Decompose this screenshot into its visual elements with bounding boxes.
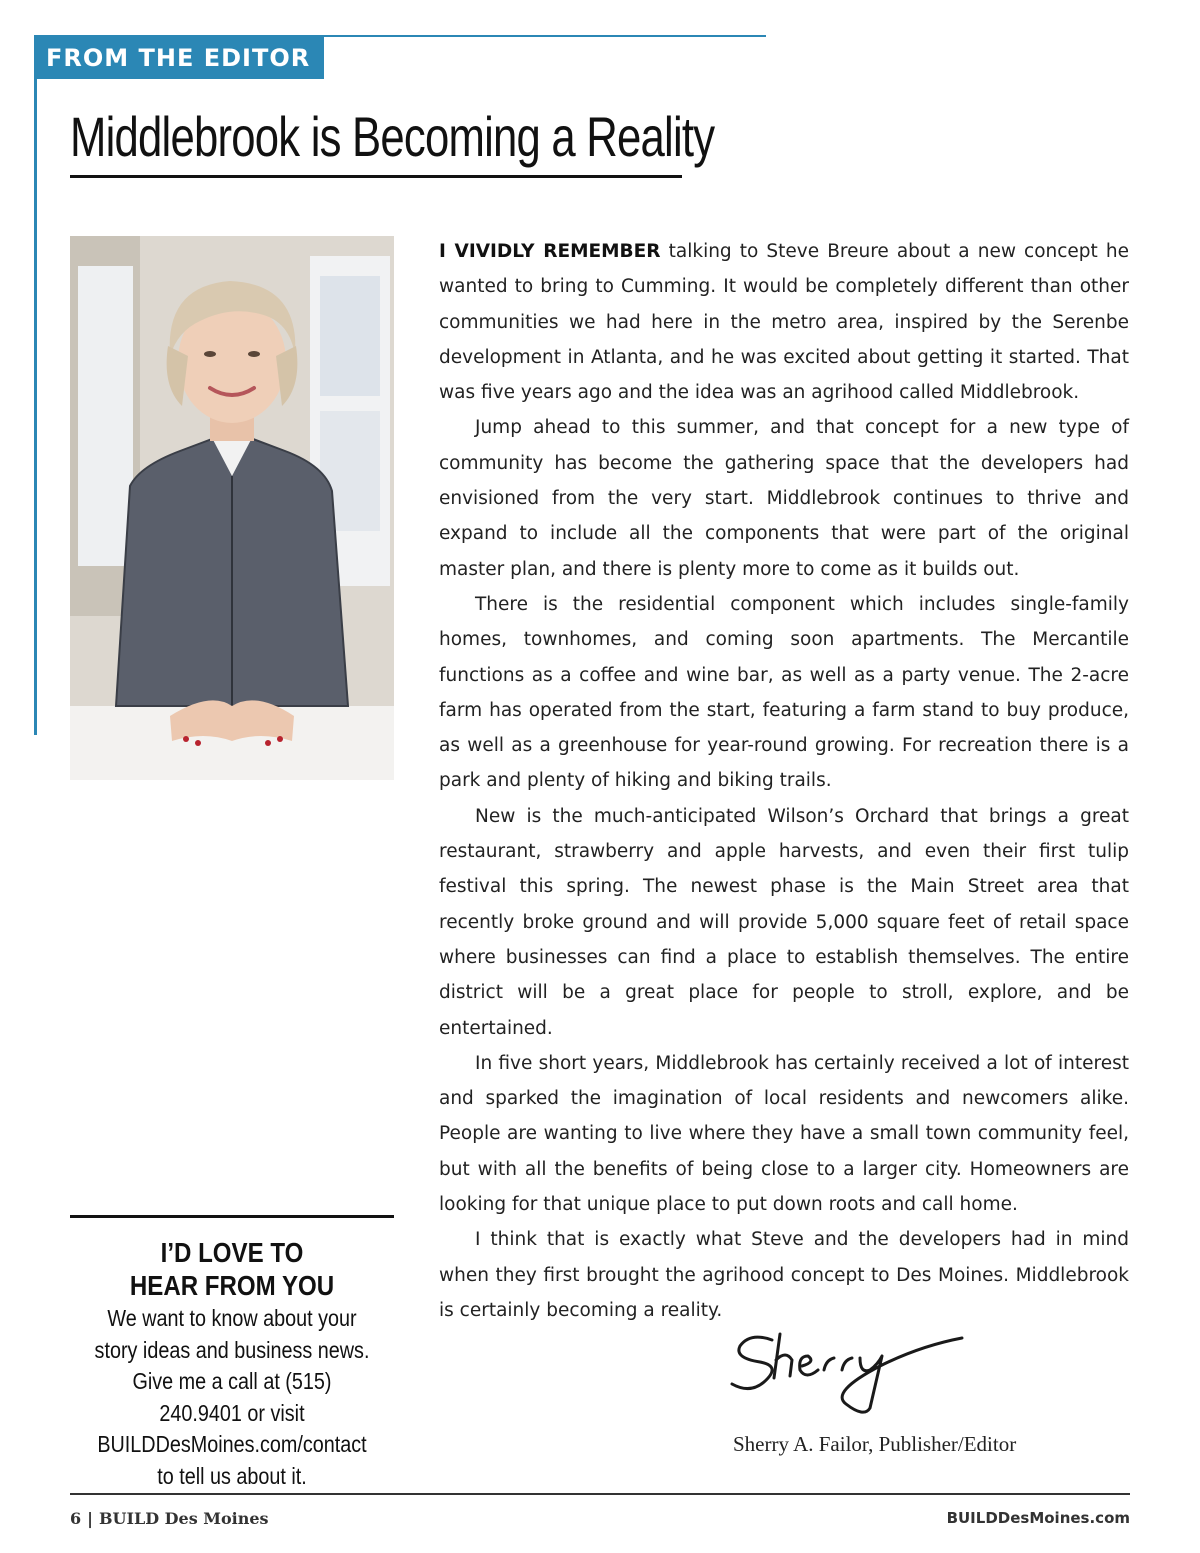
article-paragraph: New is the much-anticipated Wilson’s Orchard that brings a great restaurant, strawberry and apple harvests, and even their first tulip festival this spring. The newest phase is the Main Street area that recently broke ground and will provide 5,000 square feet of retail space where businesses can find a place to establish themselves. The entire district will be a great place for people to stroll, explore, and be entertained.: [439, 805, 1129, 1039]
title-underline: [70, 175, 682, 178]
signature-caption: Sherry A. Failor, Publisher/Editor: [733, 1432, 1017, 1456]
publication-name: BUILD Des Moines: [98, 1509, 269, 1528]
footer-website-link[interactable]: BUILDDesMoines.com: [946, 1509, 1130, 1527]
editor-portrait-photo: [70, 236, 394, 780]
article-paragraph: In five short years, Middlebrook has certainly received a lot of interest and sparked the imagination of local residents and newcomers alike. People are wanting to live where they have a small town community feel, but with all the benefits of being close to a larger city. Homeowners are looking for that unique place to put down roots and call home.: [439, 1052, 1129, 1216]
article-paragraph: I think that is exactly what Steve and the developers had in mind when they first brought the agrihood concept to Des Moines. Middlebrook is certainly becoming a reality.: [439, 1229, 1129, 1321]
footer-separator: |: [87, 1509, 93, 1528]
signature-image: [720, 1320, 980, 1420]
page-number: 6: [70, 1509, 82, 1528]
accent-frame-left: [34, 35, 37, 735]
article-paragraph: [439, 234, 1129, 410]
article-paragraph-text: talking to Steve Breure about a new concept he wanted to bring to Cumming. It would be completely different than other communities we had here in the metro area, inspired by the Serenbe development in Atlanta, and he was excited about getting it started. That was five years ago and the idea was an agrihood called Middlebrook.: [439, 241, 1129, 404]
article-paragraph: There is the residential component which includes single-family homes, townhomes, and coming soon apartments. The Mercantile functions as a coffee and wine bar, as well as a party venue. The 2-acre farm has operated from the start, featuring a farm stand to buy produce, as well as a greenhouse for year-round growing. For recreation there is a park and plenty of hiking and biking trails.: [439, 593, 1129, 792]
section-tag: FROM THE EDITOR: [36, 37, 324, 79]
article-body: [439, 234, 1129, 1328]
contact-rule: [70, 1215, 394, 1218]
article-paragraph: Jump ahead to this summer, and that concept for a new type of community has become the gathering space that the developers had envisioned from the very start. Middlebrook continues to thrive and expand to include all the components that were part of the original master plan, and there is plenty more to come as it builds out.: [439, 417, 1129, 580]
page-title: Middlebrook is Becoming a Reality: [70, 105, 715, 168]
footer-folio: [70, 1509, 269, 1528]
footer-rule: [70, 1493, 1130, 1495]
contact-body: We want to know about your story ideas and business news. Give me a call at (515) 240.9401 or visit BUILDDesMoines.com/contact to tell us about it.: [94, 1305, 370, 1489]
article-lead: I VIVIDLY REMEMBER: [439, 241, 661, 262]
contact-heading-line: I’D LOVE TO: [160, 1237, 304, 1268]
contact-heading-line: HEAR FROM YOU: [129, 1270, 335, 1301]
contact-heading: [93, 1236, 372, 1302]
